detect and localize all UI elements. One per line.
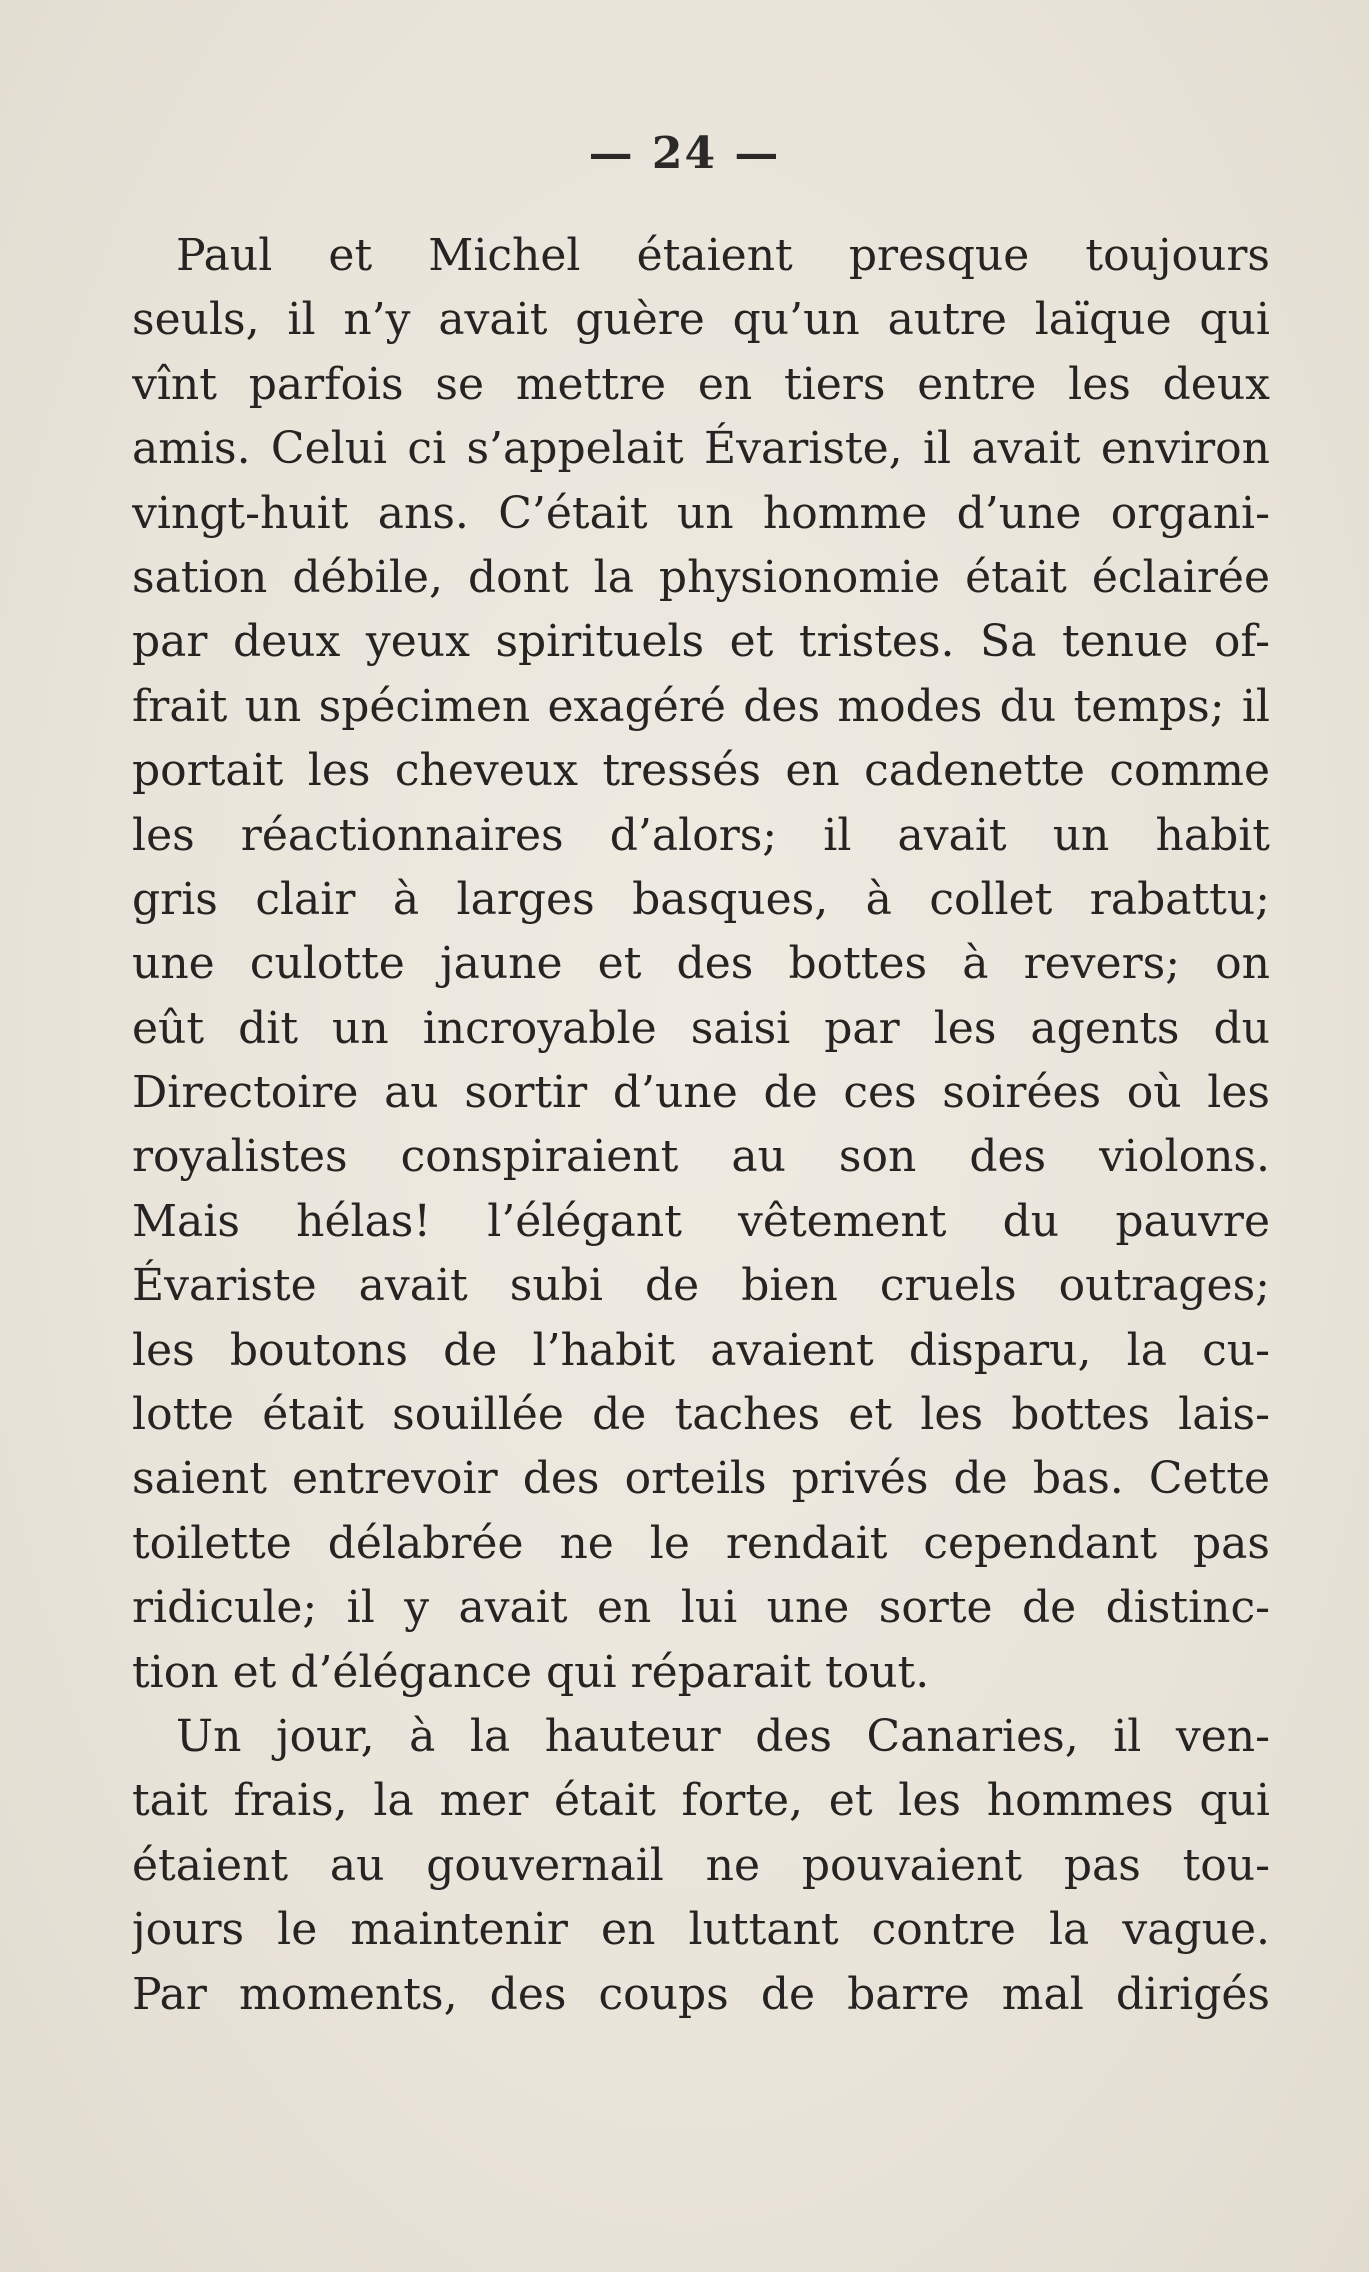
- text-line: ridicule; il y avait en lui une sorte de distinc-: [132, 1582, 1270, 1634]
- text-line: portait les cheveux tressés en cadenette comme: [132, 745, 1270, 797]
- text-line: tion et d’élégance qui réparait tout.: [132, 1646, 930, 1698]
- text-line: vingt-huit ans. C’était un homme d’une organi-: [132, 487, 1270, 539]
- text-line: amis. Celui ci s’appelait Évariste, il avait environ: [132, 423, 1270, 475]
- text-line: lotte était souillée de taches et les bottes lais-: [132, 1389, 1270, 1441]
- paragraph-2: [132, 1705, 1270, 2027]
- text-line: gris clair à larges basques, à collet rabattu;: [132, 873, 1270, 925]
- text-line: Mais hélas! l’élégant vêtement du pauvre: [132, 1195, 1270, 1247]
- text-line: seuls, il n’y avait guère qu’un autre laïque qui: [132, 294, 1270, 346]
- text-line: tait frais, la mer était forte, et les hommes qui: [132, 1775, 1270, 1827]
- page-number: — 24 —: [588, 128, 781, 179]
- text-line: les boutons de l’habit avaient disparu, la cu-: [132, 1324, 1270, 1376]
- text-line: sation débile, dont la physionomie était éclairée: [132, 551, 1270, 603]
- text-line: par deux yeux spirituels et tristes. Sa tenue of-: [132, 616, 1270, 668]
- text-line: Un jour, à la hauteur des Canaries, il ven-: [176, 1710, 1270, 1762]
- text-line: jours le maintenir en luttant contre la vague.: [132, 1904, 1270, 1956]
- text-line: saient entrevoir des orteils privés de bas. Cette: [132, 1453, 1270, 1505]
- text-line: vînt parfois se mettre en tiers entre les deux: [132, 358, 1270, 410]
- text-line: eût dit un incroyable saisi par les agents du: [132, 1002, 1270, 1054]
- text-line: royalistes conspiraient au son des violons.: [132, 1131, 1270, 1183]
- text-line: étaient au gouvernail ne pouvaient pas tou-: [132, 1839, 1270, 1891]
- text-line: toilette délabrée ne le rendait cependant pas: [132, 1517, 1270, 1569]
- paragraph-1: [132, 224, 1270, 1705]
- text-line: Paul et Michel étaient presque toujours: [176, 230, 1270, 281]
- text-line: Directoire au sortir d’une de ces soirées où les: [132, 1067, 1270, 1119]
- text-line: les réactionnaires d’alors; il avait un habit: [132, 809, 1270, 861]
- body-text: [132, 224, 1270, 2027]
- text-line: frait un spécimen exagéré des modes du temps; il: [132, 680, 1270, 732]
- text-line: Évariste avait subi de bien cruels outrages;: [132, 1260, 1270, 1312]
- text-line: une culotte jaune et des bottes à revers; on: [132, 938, 1270, 990]
- text-line: Par moments, des coups de barre mal dirigés: [132, 1968, 1270, 2020]
